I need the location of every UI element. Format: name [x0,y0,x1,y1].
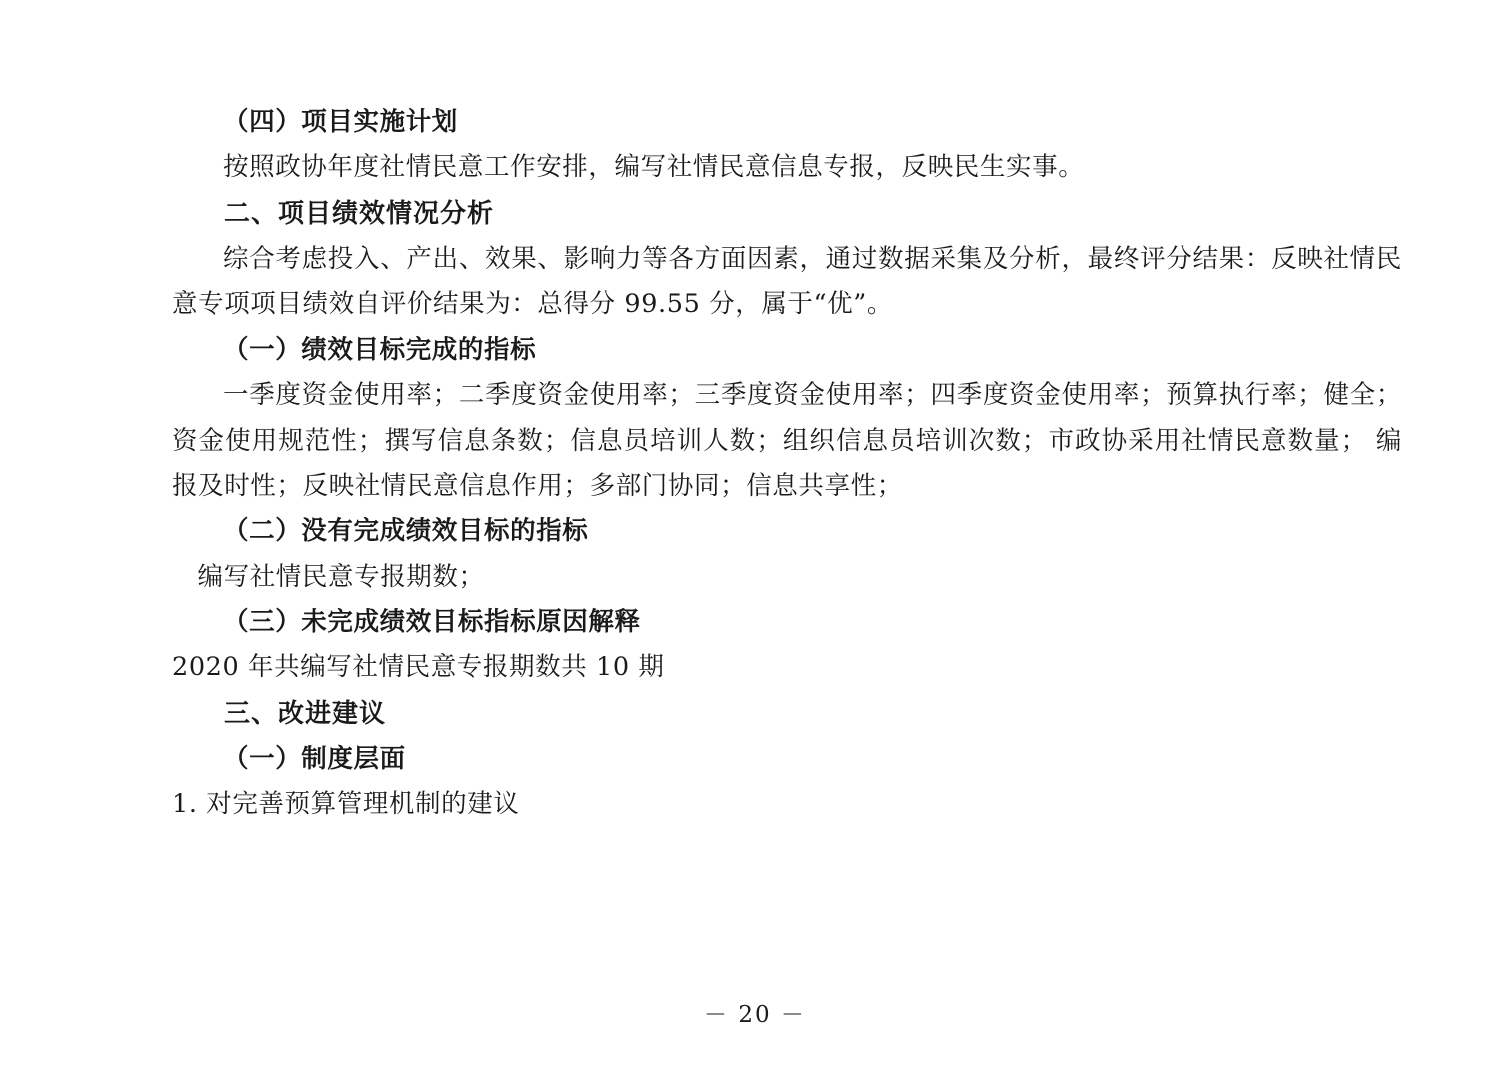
section-heading-improvement-suggestions: 三、改进建议 [224,698,387,729]
section-heading-institutional-level: （一）制度层面 [223,744,406,775]
section-heading-reason-explanation: （三）未完成绩效目标指标原因解释 [223,607,641,638]
paragraph-budget-management-suggestion: 1. 对完善预算管理机制的建议 [172,789,520,820]
section-heading-performance-analysis: 二、项目绩效情况分析 [224,198,495,229]
page-number: － 20 － [704,1002,806,1028]
section-heading-project-implementation-plan: （四）项目实施计划 [223,107,458,137]
paragraph-reason-explanation: 2020 年共编写社情民意专报期数共 10 期 [172,652,665,683]
section-heading-completed-indicators: （一）绩效目标完成的指标 [223,334,537,365]
paragraph-uncompleted-indicators: 编写社情民意专报期数； [197,561,485,592]
document-body [172,100,1402,828]
paragraph-project-implementation-plan: 按照政协年度社情民意工作安排，编写社情民意信息专报，反映民生实事。 [223,152,1085,183]
paragraph-completed-indicators: 一季度资金使用率；二季度资金使用率；三季度资金使用率；四季度资金使用率；预算执行率；健全； 资金使用规范性；撰写信息条数；信息员培训人数；组织信息员培训次数；市政协采用社情民意数量； 编报及时性；反映社情民意信息作用；多部门协同；信息共享性； [172,380,1402,501]
paragraph-performance-score: 综合考虑投入、产出、效果、影响力等各方面因素，通过数据采集及分析，最终评分结果：反映社情民意专项项目绩效自评价结果为：总得分 99.55 分，属于“优”。 [172,244,1402,320]
section-heading-uncompleted-indicators: （二）没有完成绩效目标的指标 [223,516,589,547]
